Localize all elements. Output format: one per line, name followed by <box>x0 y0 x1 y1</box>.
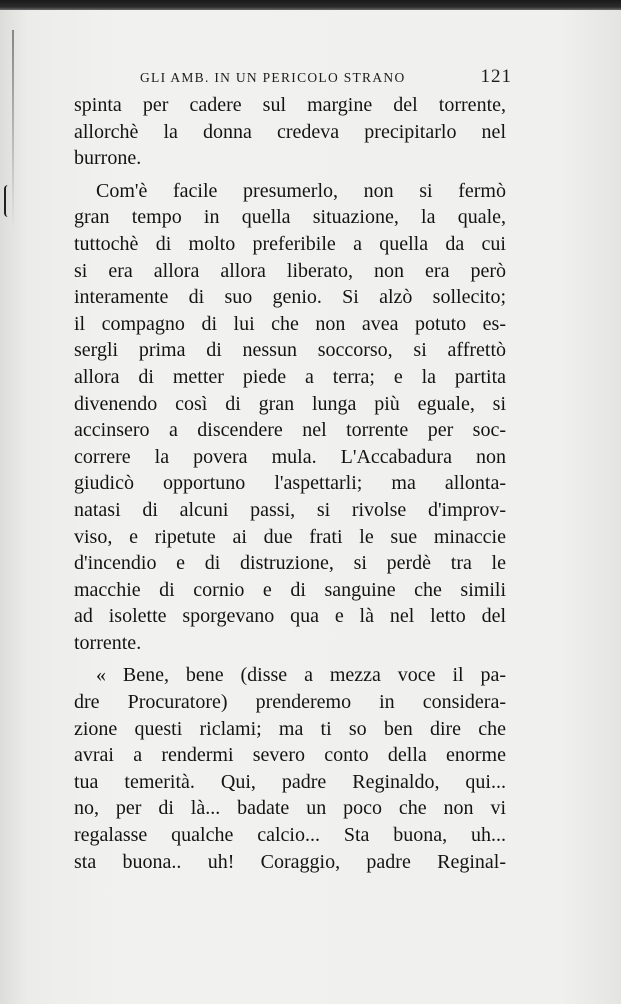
text-line: « Bene, bene (disse a mezza voce il pa- <box>96 664 506 687</box>
text-line: viso, e ripetute ai due frati le sue minaccie <box>74 525 506 548</box>
text-line: regalasse qualche calcio... Sta buona, uh... <box>74 824 506 847</box>
running-head <box>110 66 512 92</box>
text-line: tua temerità. Qui, padre Reginaldo, qui... <box>74 770 506 793</box>
text-line: allorchè la donna credeva precipitarlo nel <box>74 120 506 143</box>
text-line: allora di metter piede a terra; e la partita <box>74 365 506 388</box>
text-line: giudicò opportuno l'aspettarli; ma allonta- <box>74 472 506 495</box>
text-line: tuttochè di molto preferibile a quella da cui <box>74 232 506 255</box>
text-line: torrente. <box>74 631 142 654</box>
text-line: d'incendio e di distruzione, si perdè tra le <box>74 552 506 575</box>
text-line: gran tempo in quella situazione, la quale, <box>74 206 506 229</box>
text-line: ad isolette sporgevano qua e là nel letto del <box>74 605 506 628</box>
text-line: burrone. <box>74 147 142 170</box>
text-line: si era allora allora liberato, non era però <box>74 259 506 282</box>
text-line: sergli prima di nessun soccorso, si affrettò <box>74 339 506 362</box>
text-line: Com'è facile presumerlo, non si fermò <box>96 179 506 202</box>
text-line: il compagno di lui che non avea potuto es- <box>74 312 506 335</box>
text-line: interamente di suo genio. Si alzò sollecito; <box>74 286 506 309</box>
text-line: no, per di là... badate un poco che non vi <box>74 797 506 820</box>
text-line: correre la povera mula. L'Accabadura non <box>74 445 506 468</box>
text-line: macchie di cornio e di sanguine che simili <box>74 578 506 601</box>
text-line: sta buona.. uh! Coraggio, padre Reginal- <box>74 850 506 873</box>
text-line: avrai a rendermi severo conto della enorme <box>74 744 506 767</box>
text-line: natasi di alcuni passi, si rivolse d'improv- <box>74 498 506 521</box>
text-line: dre Procuratore) prenderemo in considera- <box>74 691 506 714</box>
text-line: zione questi riclami; ma ti so ben dire che <box>74 717 506 740</box>
running-head-title: GLI AMB. IN UN PERICOLO STRANO <box>140 70 406 85</box>
binding-gutter-shadow <box>12 30 14 230</box>
page-number: 121 <box>480 66 512 87</box>
text-line: accinsero a discendere nel torrente per soc- <box>74 419 506 442</box>
text-line: spinta per cadere sul margine del torrente, <box>74 94 506 116</box>
body-text <box>74 92 506 875</box>
page-top-edge <box>0 0 621 10</box>
margin-bracket-mark <box>4 185 10 217</box>
text-line: divenendo così di gran lunga più eguale, si <box>74 392 506 415</box>
